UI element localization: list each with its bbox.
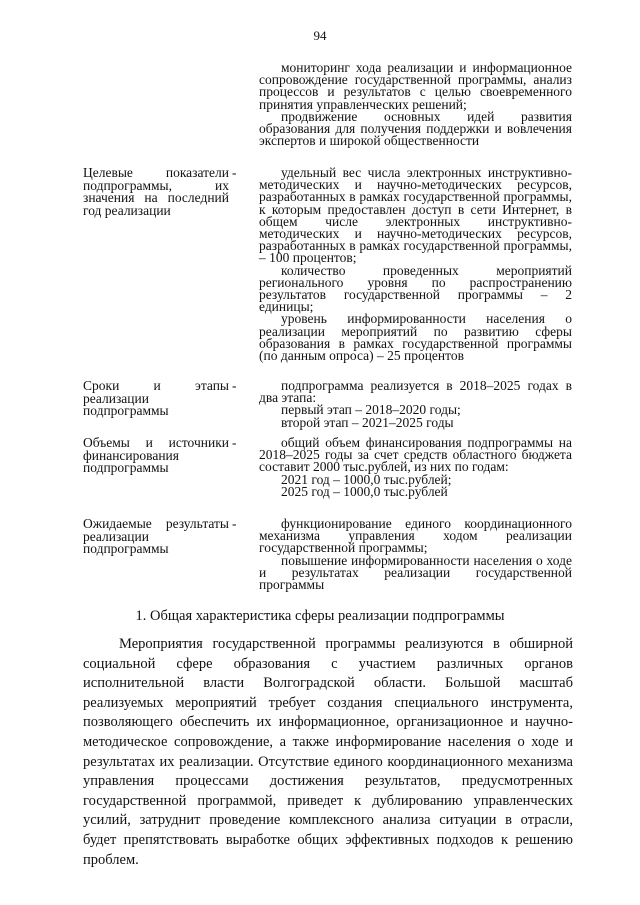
- section-body-paragraph: Мероприятия государственной программы реализуются в обширной социальной сфере образования с участием различных органов исполнительной власти Волгоградской области. Большой масштаб реализуемых мероприятий требует создания специального инструмента, позволяющего обеспечить их информационное, организационное и научно-методическое сопровождение, а также информирование населения о ходе и результатах их реализации. Отсутствие единого координационного механизма управления процессами достижения результатов, предусмотренных государственной программой, приведет к дублированию управленческих усилий, затруднит проведение комплексного анализа ситуации в отрасли, будет препятствовать выработке общих эффективных подходов к решению проблем.: [83, 636, 573, 868]
- value-paragraph: 2025 год – 1000,0 тыс.рублей: [281, 483, 448, 499]
- value-paragraph: первый этап – 2018–2020 годы;: [281, 402, 461, 418]
- continuation-paragraph: мониторинг хода реализации и информационное сопровождение государственной программы, анализ процессов и результатов с целью своевременного принятия управленческих решений;: [259, 60, 572, 112]
- value-paragraph: 2021 год – 1000,0 тыс.рублей;: [281, 471, 452, 487]
- value-paragraph: функционирование единого координационного механизма управления ходом реализации государственной программы;: [259, 516, 572, 556]
- row-value-terms-stages: [259, 380, 572, 429]
- value-paragraph: удельный вес числа электронных инструктивно-методических и научно-методических ресурсов, разработанных в рамках государственной программы, к которым предоставлен доступ в сети Интернет, в общем числе электронных инструктивно-методических и научно-методических ресурсов, разработанных в рамках государственной программы, – 100 процентов;: [259, 165, 572, 266]
- section-heading: 1. Общая характеристика сферы реализации подпрограммы: [135, 608, 505, 624]
- value-paragraph: общий объем финансирования подпрограммы на 2018–2025 годы за счет средств областного бюджета составит 2000 тыс.рублей, из них по годам:: [259, 435, 572, 475]
- value-paragraph: количество проведенных мероприятий регионального уровня по распространению результатов государственной программы – 2 единицы;: [259, 262, 572, 315]
- value-paragraph: подпрограмма реализуется в 2018–2025 годах в два этапа:: [259, 378, 572, 406]
- page-number: 94: [313, 28, 327, 43]
- value-paragraph: повышение информированности населения о ходе и результатах реализации государственной программы: [259, 552, 572, 593]
- row-label-target-indicators: Целевые показатели подпрограммы, их значения на последний год реализации: [83, 165, 229, 218]
- passport-continuation-value: [259, 62, 572, 147]
- value-paragraph: второй этап – 2021–2025 годы: [281, 414, 454, 430]
- row-dash: -: [232, 378, 237, 393]
- row-label-funding: Объемы и источники финансирования подпрограммы: [83, 435, 229, 475]
- row-dash: -: [232, 516, 237, 531]
- row-dash: -: [232, 165, 237, 180]
- row-value-funding: [259, 437, 572, 498]
- row-label-expected-results: Ожидаемые результаты реализации подпрограммы: [83, 516, 229, 556]
- row-value-target-indicators: [259, 167, 572, 362]
- row-label-terms-stages: Сроки и этапы реализации подпрограммы: [83, 378, 229, 418]
- row-dash: -: [232, 435, 237, 450]
- value-paragraph: уровень информированности населения о реализации мероприятий по развитию сферы образования в рамках государственной программы (по данным опроса) – 25 процентов: [259, 311, 572, 364]
- row-value-expected-results: [259, 518, 572, 591]
- continuation-paragraph: продвижение основных идей развития образования для получения поддержки и вовлечения экспертов и широкой общественности: [259, 108, 572, 149]
